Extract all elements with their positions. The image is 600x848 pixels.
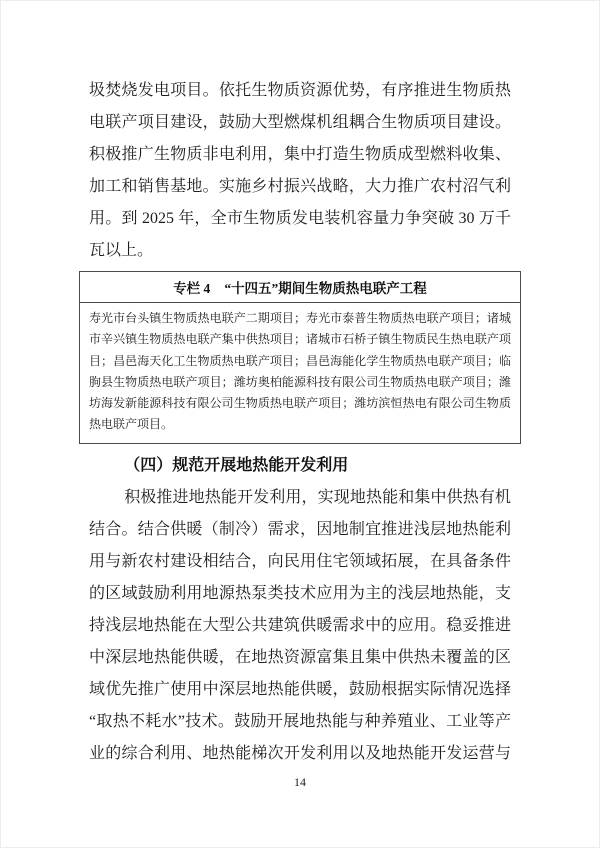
text-line: 瓦以上。: [89, 242, 154, 259]
page-content: [89, 75, 511, 770]
callout-box-title: [80, 272, 520, 303]
text-line: 圾焚烧发电项目。依托生物质资源优势，有序推进生物质热: [89, 82, 511, 99]
text-line: 寿光市台头镇生物质热电联产二期项目；寿光市泰普生物质热电联产项目；诸城: [89, 311, 511, 325]
text-line: “取热不耗水”技术。鼓励开展地热能与种养殖业、工业等产: [89, 712, 511, 730]
callout-box-body: [80, 303, 520, 443]
text-line: 朐县生物质热电联产项目；潍坊奥柏能源科技有限公司生物质热电联产项目；潍: [89, 374, 511, 389]
text-line: 加工和销售基地。实施乡村振兴战略，大力推广农村沼气利: [89, 178, 511, 195]
text-line: 热电联产项目。: [89, 417, 174, 432]
text-line: 中深层地热能供暖，在地热资源富集且集中供热未覆盖的区: [89, 648, 511, 666]
text-line: 持浅层地热能在大型公共建筑供暖需求中的应用。稳妥推进: [89, 616, 511, 634]
page-number: 14: [294, 775, 306, 789]
callout-box-title-text: “十四五”期间生物质热电联产工程: [224, 281, 427, 296]
text-line: 市辛兴镇生物质热电联产集中供热项目；诸城市石桥子镇生物质民生热电联产项: [89, 332, 511, 347]
text-line: 用与新农村建设相结合，向民用住宅领域拓展，在具备条件: [89, 552, 511, 570]
text-line: 业的综合利用、地热能梯次开发利用以及地热能开发运营与: [89, 744, 511, 762]
callout-box: [79, 271, 521, 444]
text-line: 电联产项目建设，鼓励大型燃煤机组耦合生物质项目建设。: [89, 114, 511, 131]
text-line: 积极推广生物质非电利用，集中打造生物质成型燃料收集、: [89, 146, 511, 163]
paragraph-geothermal: [89, 482, 511, 770]
paragraph-biomass: [89, 75, 511, 267]
text-line: 用。到 2025 年，全市生物质发电装机容量力争突破 30 万千: [89, 210, 511, 227]
text-line: 的区域鼓励利用地源热泵类技术应用为主的浅层地热能，支: [89, 584, 511, 602]
text-line: 目；昌邑海天化工生物质热电联产项目；昌邑海能化学生物质热电联产项目；临: [89, 353, 511, 368]
text-line: 结合。结合供暖（制冷）需求，因地制宜推进浅层地热能利: [89, 520, 511, 538]
text-line: 坊海发新能源科技有限公司生物质热电联产项目；潍坊滨恒热电有限公司生物质: [89, 396, 511, 411]
text-line: 积极推进地热能开发利用，实现地热能和集中供热有机: [124, 488, 511, 506]
callout-box-number: 专栏 4: [173, 281, 211, 296]
text-line: 域优先推广使用中深层地热能供暖，鼓励根据实际情况选择: [89, 680, 511, 698]
section-heading: （四）规范开展地热能开发利用: [124, 456, 349, 474]
